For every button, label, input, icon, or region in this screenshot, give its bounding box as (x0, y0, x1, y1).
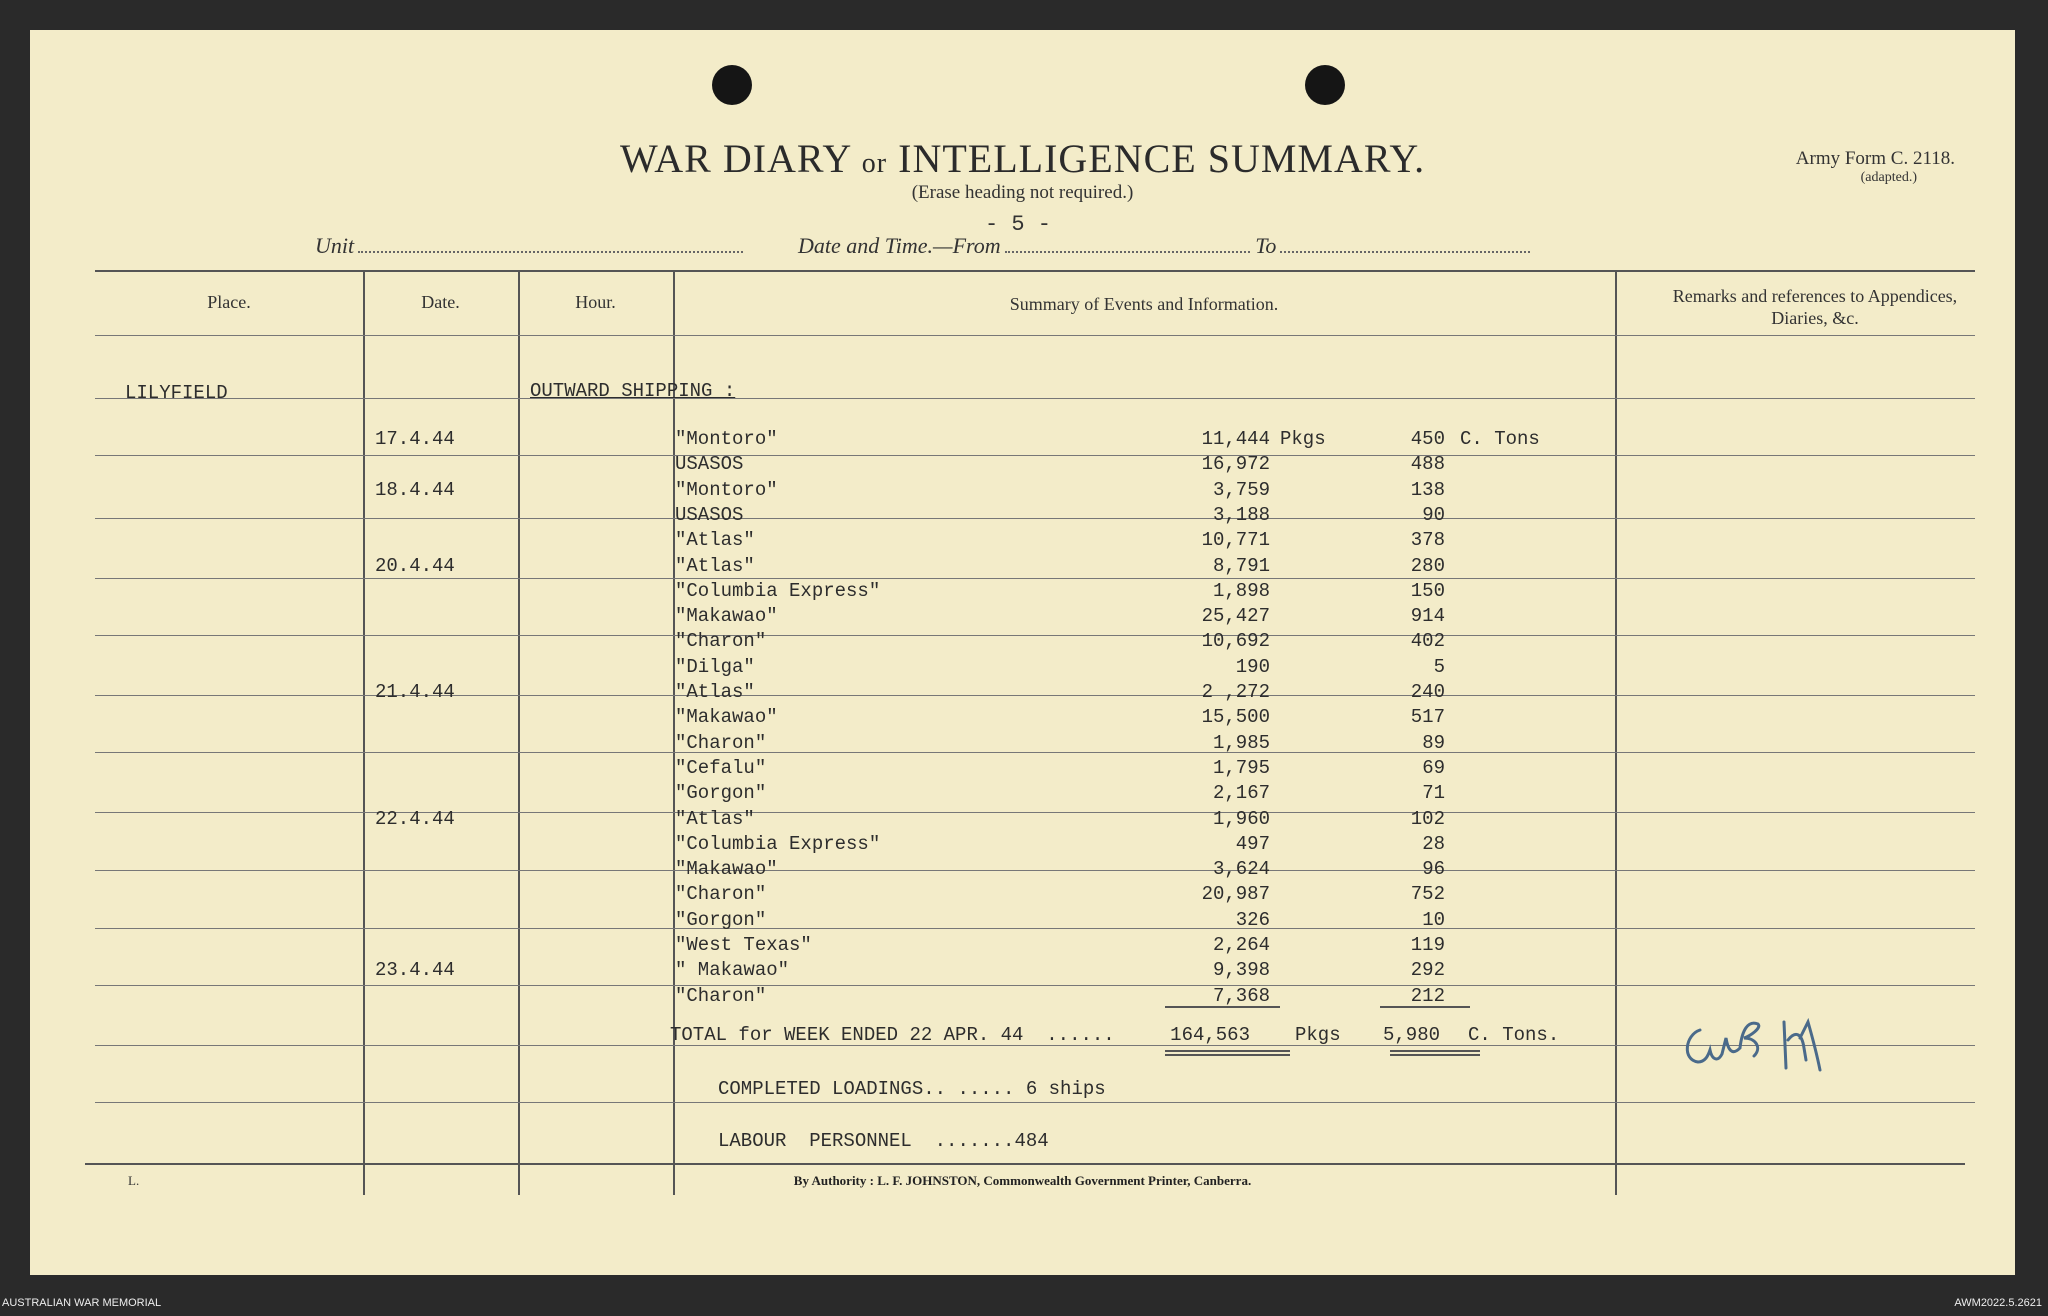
section-heading: OUTWARD SHIPPING : (530, 380, 736, 402)
row-ship-name: USASOS (675, 504, 744, 526)
row-tons: 378 (1410, 529, 1445, 551)
col-head-summary: Summary of Events and Information. (1009, 294, 1279, 314)
row-ship-name: USASOS (675, 453, 744, 475)
row-pkgs: 326 (1235, 909, 1270, 931)
total-tons-double-underline-2 (1390, 1054, 1480, 1056)
army-form-note: (adapted.) (1860, 170, 1917, 185)
row-ship-name: "Columbia Express" (675, 833, 881, 855)
ruled-line (95, 635, 1975, 636)
total-tons: 5,980 (1382, 1024, 1440, 1046)
row-date: 23.4.44 (375, 959, 455, 981)
row-pkgs: 497 (1235, 833, 1270, 855)
row-tons: 914 (1410, 605, 1445, 627)
archive-caption-left: AUSTRALIAN WAR MEMORIAL (2, 1297, 162, 1309)
ruled-line (95, 455, 1975, 456)
row-tons: 71 (1422, 782, 1445, 804)
unit-dots (358, 251, 743, 253)
row-pkgs: 1,795 (1212, 757, 1270, 779)
row-ship-name: "Cefalu" (675, 757, 767, 779)
unit-field (315, 233, 743, 259)
footer-mark: L. (128, 1173, 140, 1188)
table-top-rule (95, 270, 1975, 272)
row-tons: 150 (1410, 580, 1445, 602)
row-ship-name: "Makawao" (675, 858, 778, 880)
total-pkgs-double-underline-2 (1165, 1054, 1290, 1056)
col-divider-1 (363, 270, 365, 1195)
row-pkgs: 16,972 (1201, 453, 1270, 475)
row-tons: 102 (1410, 808, 1445, 830)
col-head-hour: Hour. (575, 292, 616, 312)
row-tons: 5 (1433, 656, 1445, 678)
row-ship-name: "Charon" (675, 732, 767, 754)
title-main: WAR DIARY (619, 136, 851, 181)
row-ship-name: "Gorgon" (675, 909, 767, 931)
row-ship-name: "Charon" (675, 883, 767, 905)
row-tons: 10 (1422, 909, 1445, 931)
row-pkgs: 10,692 (1201, 630, 1270, 652)
row-pkgs: 1,898 (1212, 580, 1270, 602)
army-form-label: Army Form C. 2118. (1795, 148, 1955, 169)
title-rest: INTELLIGENCE SUMMARY. (898, 136, 1426, 181)
row-tons: 752 (1410, 883, 1445, 905)
row-tons: 292 (1410, 959, 1445, 981)
row-tons-unit: C. Tons (1460, 428, 1540, 450)
row-pkgs: 15,500 (1201, 706, 1270, 728)
title-or: or (861, 148, 888, 179)
row-pkgs: 9,398 (1212, 959, 1270, 981)
col-divider-2 (518, 270, 520, 1195)
row-pkgs: 2 ,272 (1201, 681, 1270, 703)
col-head-date: Date. (421, 292, 460, 312)
row-date: 18.4.44 (375, 479, 455, 501)
row-pkgs: 10,771 (1201, 529, 1270, 551)
row-ship-name: "Charon" (675, 630, 767, 652)
ruled-line (95, 870, 1975, 871)
to-dots (1280, 251, 1530, 253)
row-tons: 240 (1410, 681, 1445, 703)
row-ship-name: "Montoro" (675, 479, 778, 501)
handwritten-signature (1670, 990, 1870, 1090)
ruled-line (95, 518, 1975, 519)
row-tons: 119 (1410, 934, 1445, 956)
to-label: To (1255, 233, 1277, 258)
row-pkgs-unit: Pkgs (1280, 428, 1326, 450)
row-ship-name: " Makawao" (675, 959, 790, 981)
page-number: - 5 - (985, 212, 1052, 237)
col-head-remarks: Remarks and references to Appendices, Diaries, &c. (1672, 286, 1958, 328)
punch-hole-left (712, 65, 752, 105)
ruled-line (95, 398, 1975, 399)
completed-loadings: COMPLETED LOADINGS.. ..... 6 ships (718, 1078, 1106, 1100)
col-divider-4 (1615, 270, 1617, 1195)
row-ship-name: "West Texas" (675, 934, 812, 956)
row-ship-name: "Atlas" (675, 681, 755, 703)
row-pkgs: 3,188 (1212, 504, 1270, 526)
row-tons: 517 (1410, 706, 1445, 728)
row-ship-name: "Makawao" (675, 706, 778, 728)
row-pkgs: 11,444 (1201, 428, 1270, 450)
form-subtitle: (Erase heading not required.) (911, 182, 1134, 203)
row-ship-name: "Atlas" (675, 808, 755, 830)
ruled-line (95, 928, 1975, 929)
row-ship-name: "Montoro" (675, 428, 778, 450)
row-pkgs: 190 (1235, 656, 1270, 678)
ruled-line (95, 1102, 1975, 1103)
row-pkgs: 25,427 (1201, 605, 1270, 627)
place-name: LILYFIELD (125, 382, 228, 404)
row-tons: 138 (1410, 479, 1445, 501)
ruled-line (95, 335, 1975, 336)
row-pkgs: 1,960 (1212, 808, 1270, 830)
row-tons: 402 (1410, 630, 1445, 652)
row-date: 17.4.44 (375, 428, 455, 450)
row-ship-name: "Columbia Express" (675, 580, 881, 602)
row-ship-name: "Atlas" (675, 529, 755, 551)
pkgs-underline (1165, 1006, 1280, 1008)
total-pkgs: 164,563 (1170, 1024, 1250, 1046)
archive-caption-right: AWM2022.5.2621 (1954, 1297, 2042, 1309)
row-ship-name: "Dilga" (675, 656, 755, 678)
date-time-label: Date and Time.—From (798, 233, 1001, 258)
row-tons: 450 (1410, 428, 1445, 450)
row-tons: 212 (1410, 985, 1445, 1007)
total-tons-double-underline (1390, 1050, 1480, 1052)
row-ship-name: "Atlas" (675, 555, 755, 577)
col-head-place: Place. (207, 292, 251, 312)
row-date: 20.4.44 (375, 555, 455, 577)
row-pkgs: 3,624 (1212, 858, 1270, 880)
labour-personnel: LABOUR PERSONNEL .......484 (718, 1130, 1049, 1152)
row-tons: 90 (1422, 504, 1445, 526)
ruled-line (95, 752, 1975, 753)
total-tons-unit: C. Tons. (1468, 1024, 1560, 1046)
tons-underline (1380, 1006, 1470, 1008)
row-pkgs: 2,167 (1212, 782, 1270, 804)
table-bottom-rule (85, 1163, 1965, 1165)
total-pkgs-double-underline (1165, 1050, 1290, 1052)
punch-hole-right (1305, 65, 1345, 105)
row-tons: 96 (1422, 858, 1445, 880)
row-pkgs: 2,264 (1212, 934, 1270, 956)
row-ship-name: "Gorgon" (675, 782, 767, 804)
row-pkgs: 20,987 (1201, 883, 1270, 905)
unit-label: Unit (315, 233, 355, 258)
form-title (30, 135, 2015, 182)
date-time-field (798, 233, 1530, 259)
row-tons: 89 (1422, 732, 1445, 754)
row-ship-name: "Charon" (675, 985, 767, 1007)
total-label: TOTAL for WEEK ENDED 22 APR. 44 ...... (670, 1024, 1115, 1046)
row-date: 22.4.44 (375, 808, 455, 830)
army-form-number (1796, 148, 1955, 186)
row-tons: 28 (1422, 833, 1445, 855)
from-dots (1005, 251, 1250, 253)
row-tons: 280 (1410, 555, 1445, 577)
diary-sheet (30, 30, 2015, 1275)
row-tons: 69 (1422, 757, 1445, 779)
row-date: 21.4.44 (375, 681, 455, 703)
total-pkgs-unit: Pkgs (1295, 1024, 1341, 1046)
row-pkgs: 7,368 (1212, 985, 1270, 1007)
row-pkgs: 8,791 (1212, 555, 1270, 577)
row-tons: 488 (1410, 453, 1445, 475)
row-pkgs: 1,985 (1212, 732, 1270, 754)
row-ship-name: "Makawao" (675, 605, 778, 627)
printer-authority: By Authority : L. F. JOHNSTON, Commonwealth Government Printer, Canberra. (793, 1173, 1252, 1188)
row-pkgs: 3,759 (1212, 479, 1270, 501)
ruled-line (95, 985, 1975, 986)
ruled-line (95, 578, 1975, 579)
